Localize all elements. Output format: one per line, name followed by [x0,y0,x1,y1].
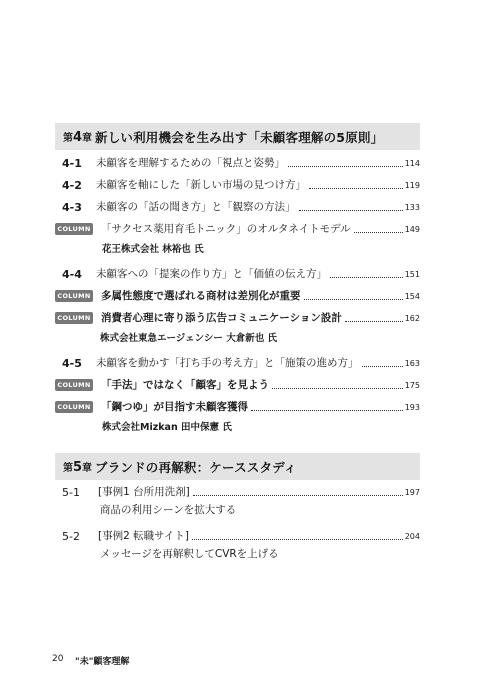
column-author: 株式会社東急エージェンシー 大倉新也 氏 [100,333,277,344]
dot-leader [354,232,403,233]
toc-entry-4-2[interactable]: 4-2 未顧客を軸にした「新しい市場の見つけ方」 119 [62,179,420,192]
toc-entry-4-3[interactable]: 4-3 未顧客の「話の聞き方」と「観察の方法」 133 [62,201,420,214]
column-badge: COLUMN [55,401,93,413]
dot-leader [272,388,403,389]
case-subtitle: 商品の利用シーンを拡大する [100,504,237,516]
column-badge: COLUMN [55,379,93,391]
toc-entry-5-1[interactable]: 5-1 [事例1 台所用洗剤] 197 [62,486,420,499]
case-subtitle: メッセージを再解釈してCVRを上げる [100,548,279,560]
dot-leader [251,410,403,411]
chapter-5-number: 第5章 [63,459,93,475]
toc-column-entry[interactable]: COLUMN 消費者心理に寄り添う広告コミュニケーション設計 162 [55,310,420,327]
column-badge: COLUMN [55,223,93,235]
dot-leader [192,539,403,540]
dot-leader [309,188,403,189]
dot-leader [330,277,403,278]
dot-leader [193,495,403,496]
toc-column-entry[interactable]: COLUMN 「サクセス薬用育毛トニック」のオルタネイトモデル 149 [55,221,420,238]
chapter-5-header [55,453,420,480]
toc-entry-4-5[interactable]: 4-5 未顧客を動かす「打ち手の考え方」と「施策の進め方」 163 [62,357,420,370]
toc-entry-4-4[interactable]: 4-4 未顧客への「提案の作り方」と「価値の伝え方」 151 [62,268,420,281]
column-author: 株式会社Mizkan 田中保憲 氏 [102,422,232,433]
toc-column-entry[interactable]: COLUMN 「手法」ではなく「顧客」を見よう 175 [55,377,420,394]
toc-entry-5-2[interactable]: 5-2 [事例2 転職サイト] 204 [62,530,420,543]
running-footer-title: "未"顧客理解 [75,657,130,667]
toc-column-entry[interactable]: COLUMN 多属性態度で選ばれる商材は差別化が重要 154 [55,288,420,305]
chapter-4-header [55,123,420,150]
dot-leader [304,299,403,300]
column-author: 花王株式会社 林裕也 氏 [102,244,204,255]
toc-column-entry[interactable]: COLUMN 「鋼つゆ」が目指す未顧客獲得 193 [55,399,420,416]
column-badge: COLUMN [55,290,93,302]
toc-entry-4-1[interactable]: 4-1 未顧客を理解するための「視点と姿勢」 114 [62,157,420,170]
dot-leader [345,321,403,322]
dot-leader [299,210,403,211]
chapter-5-title: ブランドの再解釈：ケーススタディ [95,459,297,475]
dot-leader [288,166,403,167]
chapter-4-number: 第4章 [63,129,93,145]
dot-leader [362,366,403,367]
chapter-4-title: 新しい利用機会を生み出す「未顧客理解の5原則」 [95,129,384,145]
column-badge: COLUMN [55,312,93,324]
page-number: 20 [52,654,64,664]
